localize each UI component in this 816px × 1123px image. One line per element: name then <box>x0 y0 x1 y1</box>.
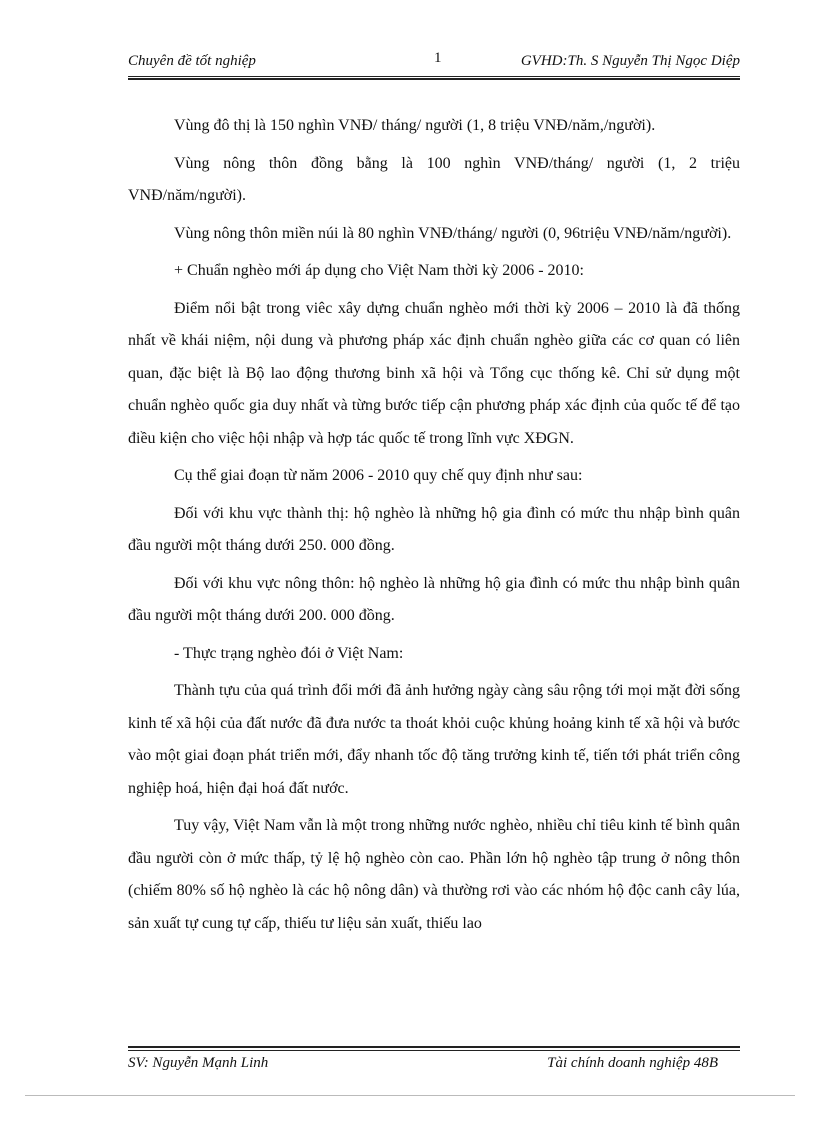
paragraph-mountain-poverty-line: Vùng nông thôn miền núi là 80 nghìn VNĐ/tháng/ người (0, 96triệu VNĐ/năm/người). <box>174 224 732 242</box>
paragraph-renovation-achievements: Thành tựu của quá trình đổi mới đã ảnh hưởng ngày càng sâu rộng tới mọi mặt đời sống kinh tế xã hội của đất nước đã đưa nước ta thoát khỏi cuộc khủng hoảng kinh tế xã hội và bước vào một giai đoạn phát triển mới, đẩy nhanh tốc độ tăng trưởng kinh tế, tiến tới phát triển công nghiệp hoá, hiện đại hoá đất nước. <box>128 682 740 797</box>
header-document-title: Chuyên đề tốt nghiệp <box>128 53 256 69</box>
header-divider-thin <box>128 76 740 77</box>
paragraph-lowland-poverty-line: Vùng nông thôn đồng bằng là 100 nghìn VNĐ/tháng/ người (1, 2 triệu VNĐ/năm/người). <box>128 154 740 204</box>
paragraph-urban-poverty-line: Vùng đô thị là 150 nghìn VNĐ/ tháng/ người (1, 8 triệu VNĐ/năm,/người). <box>174 117 656 134</box>
header-supervisor: GVHD:Th. S Nguyễn Thị Ngọc Diệp <box>520 53 740 69</box>
document-body <box>128 110 740 945</box>
paragraph-new-standard-heading: + Chuẩn nghèo mới áp dụng cho Việt Nam thời kỳ 2006 - 2010: <box>174 262 584 279</box>
paragraph-poverty-status-heading: - Thực trạng nghèo đói ở Việt Nam: <box>174 644 404 662</box>
paragraph-new-standard-highlights: Điểm nổi bật trong viêc xây dựng chuẩn nghèo mới thời kỳ 2006 – 2010 là đã thống nhất về khái niệm, nội dung và phương pháp xác định chuẩn nghèo giữa các cơ quan có liên quan, đặc biệt là Bộ lao động thương binh xã hội và Tổng cục thống kê. Chỉ sử dụng một chuẩn nghèo quốc gia duy nhất và từng bước tiếp cận phương pháp xác định của quốc tế để tạo điều kiện cho việc hội nhập và hợp tác quốc tế trong lĩnh vực XĐGN. <box>128 299 740 447</box>
paragraph-urban-threshold: Đối với khu vực thành thị: hộ nghèo là những hộ gia đình có mức thu nhập bình quân đầu người một tháng dưới 250. 000 đồng. <box>128 504 740 554</box>
page-header <box>128 50 740 75</box>
paragraph-regulation-intro: Cụ thể giai đoạn từ năm 2006 - 2010 quy chế quy định như sau: <box>174 467 583 484</box>
footer-divider-thick <box>128 1046 740 1048</box>
page-bottom-edge <box>25 1095 795 1096</box>
page-number: 1 <box>434 50 442 66</box>
footer-class: Tài chính doanh nghiệp 48B <box>547 1055 718 1071</box>
paragraph-poverty-situation: Tuy vậy, Việt Nam vẫn là một trong những nước nghèo, nhiều chỉ tiêu kinh tế bình quân đầu người còn ở mức thấp, tỷ lệ hộ nghèo còn cao. Phần lớn hộ nghèo tập trung ở nông thôn (chiếm 80% số hộ nghèo là các hộ nông dân) và thường rơi vào các nhóm hộ độc canh cây lúa, sản xuất tự cung tự cấp, thiếu tư liệu sản xuất, thiếu lao <box>128 817 740 932</box>
footer-divider-thin <box>128 1050 740 1051</box>
paragraph-rural-threshold: Đối với khu vực nông thôn: hộ nghèo là những hộ gia đình có mức thu nhập bình quân đầu người một tháng dưới 200. 000 đồng. <box>128 574 740 624</box>
page-footer <box>128 1055 718 1077</box>
header-divider-thick <box>128 78 740 80</box>
footer-student: SV: Nguyễn Mạnh Linh <box>128 1055 269 1071</box>
